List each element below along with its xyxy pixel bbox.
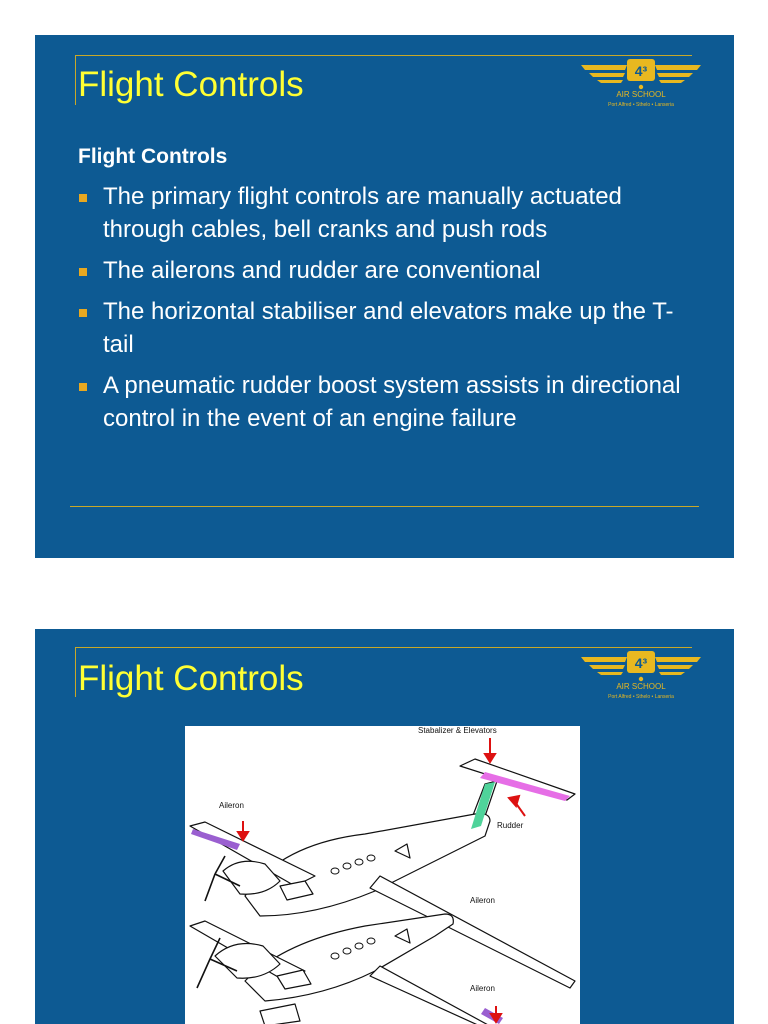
bullet-item — [78, 369, 698, 435]
aileron-label: Aileron — [470, 896, 495, 905]
bullet-text: The primary flight controls are manually actuated through cables, bell cranks and push rods — [103, 183, 622, 243]
slide-1 — [35, 35, 734, 558]
square-bullet-icon — [79, 194, 87, 202]
aileron-label: Aileron — [470, 984, 495, 993]
logo-tagline: Port Alfred • Sthelo • Lanseria — [608, 102, 674, 108]
aircraft-drawing — [185, 726, 580, 1024]
bullet-list — [78, 180, 698, 443]
square-bullet-icon — [79, 268, 87, 276]
air-school-logo — [577, 55, 705, 111]
rudder-label: Rudder — [497, 821, 524, 830]
bottom-divider — [70, 506, 699, 507]
logo-tagline: Port Alfred • Sthelo • Lanseria — [608, 694, 674, 700]
aircraft-diagram — [185, 726, 580, 1024]
aileron-label: Aileron — [219, 801, 244, 810]
bullet-text: The ailerons and rudder are conventional — [103, 257, 541, 284]
bullet-text: The horizontal stabiliser and elevators make up the T-tail — [103, 298, 674, 358]
stabilizer-label: Stabalizer & Elevators — [418, 726, 497, 735]
section-heading: Flight Controls — [78, 145, 228, 168]
logo-name: AIR SCHOOL — [616, 682, 666, 691]
logo-mark: 4³ — [634, 63, 648, 79]
bullet-item — [78, 180, 698, 246]
air-school-logo — [577, 647, 705, 703]
slide-title: Flight Controls — [78, 659, 304, 698]
title-accent-line — [75, 55, 76, 105]
bullet-item — [78, 295, 698, 361]
slide-2 — [35, 629, 734, 1024]
bullet-item — [78, 254, 698, 287]
logo-mark: 4³ — [634, 655, 648, 671]
bullet-text: A pneumatic rudder boost system assists in directional control in the event of an engine failure — [103, 372, 681, 432]
title-accent-line — [75, 647, 76, 697]
square-bullet-icon — [79, 309, 87, 317]
logo-name: AIR SCHOOL — [616, 90, 666, 99]
slide-title: Flight Controls — [78, 65, 304, 104]
square-bullet-icon — [79, 383, 87, 391]
